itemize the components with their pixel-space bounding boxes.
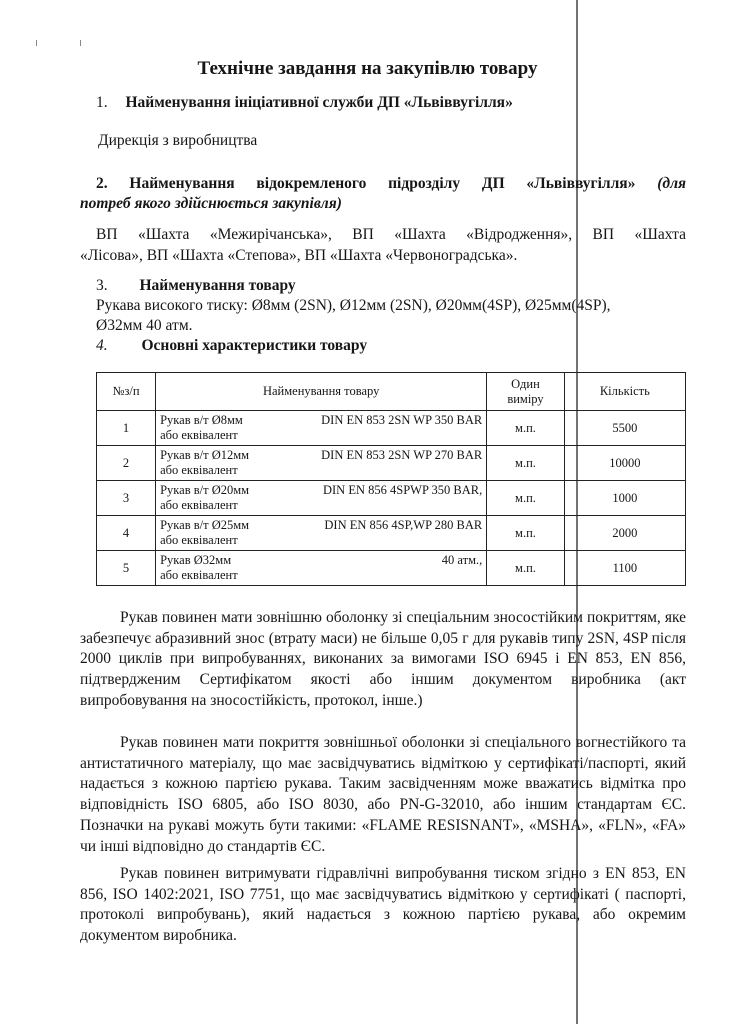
section-2-heading-line-1 (96, 175, 686, 193)
section-2-body-line-1: ВП «Шахта «Межирічанська», ВП «Шахта «Відродження», ВП «Шахта (96, 226, 686, 243)
row-product-equivalent: або еквівалент (160, 533, 238, 547)
row-product-standard: 40 атм., (441, 553, 483, 567)
row-number: 4 (97, 516, 156, 551)
row-quantity: 5500 (564, 411, 685, 446)
scan-mark (36, 40, 37, 46)
row-unit: м.п. (487, 551, 564, 586)
section-3-number: 3. (96, 277, 108, 294)
table-row (97, 446, 686, 481)
row-product-type: Рукав в/т Ø8мм (160, 413, 243, 427)
section-4-heading (96, 337, 367, 355)
row-product-equivalent: або еквівалент (160, 568, 238, 582)
row-unit: м.п. (487, 446, 564, 481)
row-product-name (156, 551, 487, 586)
table-header-row (97, 373, 686, 411)
section-2-title: 2. Найменування відокремленого підрозділу ДП «Львіввугілля» (96, 175, 636, 192)
row-product-name (156, 446, 487, 481)
section-4-number: 4. (96, 337, 108, 354)
section-1-title: Найменування ініціативної служби ДП «Львіввугілля» (125, 94, 513, 111)
row-product-type: Рукав Ø32мм (160, 553, 232, 567)
section-2-body-line-2: «Лісова», ВП «Шахта «Степова», ВП «Шахта «Червоноградська». (80, 247, 518, 264)
row-product-standard: DIN EN 856 4SP,WP 280 BAR (324, 518, 483, 532)
row-product-type: Рукав в/т Ø25мм (160, 518, 250, 532)
table-row (97, 411, 686, 446)
section-3-heading (96, 277, 296, 295)
header-unit-line-2: виміру (507, 391, 544, 406)
header-quantity: Кількість (564, 373, 685, 411)
section-3-body-line-1: Рукава високого тиску: Ø8мм (2SN), Ø12мм (2SN), Ø20мм(4SP), Ø25мм(4SP), (96, 297, 611, 314)
section-2-note-end: потреб якого здійснюється закупівля) (80, 195, 342, 212)
row-number: 5 (97, 551, 156, 586)
goods-table (96, 372, 686, 586)
row-unit: м.п. (487, 516, 564, 551)
row-quantity: 2000 (564, 516, 685, 551)
row-product-type: Рукав в/т Ø12мм (160, 448, 250, 462)
row-product-equivalent: або еквівалент (160, 428, 238, 442)
row-product-equivalent: або еквівалент (160, 463, 238, 477)
scan-mark (80, 40, 81, 46)
row-unit: м.п. (487, 411, 564, 446)
table-row (97, 481, 686, 516)
row-product-standard: DIN EN 853 2SN WP 350 BAR (321, 413, 483, 427)
header-number: №з/п (97, 373, 156, 411)
row-product-equivalent: або еквівалент (160, 498, 238, 512)
header-unit (487, 373, 564, 411)
row-number: 2 (97, 446, 156, 481)
section-4-title: Основні характеристики товару (141, 337, 368, 354)
paragraph-hydraulic-test: Рукав повинен витримувати гідравлічні випробування тиском згідно з EN 853, EN 856, ISO 1402:2021, ISO 7751, що має засвідчуватись відміткою у сертифікаті ( паспорті, протоколі випробувань), який надається з кожною партією рукава, або окремим документом виробника. (80, 865, 686, 945)
row-product-name (156, 516, 487, 551)
table-row (97, 516, 686, 551)
header-name: Найменування товару (156, 373, 487, 411)
row-product-name (156, 481, 487, 516)
row-unit: м.п. (487, 481, 564, 516)
row-product-name (156, 411, 487, 446)
row-number: 3 (97, 481, 156, 516)
section-3-title: Найменування товару (139, 277, 296, 294)
header-unit-line-1: Один (511, 376, 540, 391)
section-2-note-start: (для (657, 175, 687, 192)
section-3-body-line-2: Ø32мм 40 атм. (96, 317, 193, 334)
section-1-heading (96, 94, 513, 112)
paragraph-fire-resistance: Рукав повинен мати покриття зовнішньої оболонки зі спеціального вогнестійкого та антистатичного матеріалу, що має засвідчуватись відміткою у сертифікаті/паспорті, який надається з кожною партією рукава. Таким засвідченням може вважатись відмітка про відповідність ISO 6805, або ISO 8030, або PN-G-32010, або іншим стандартам ЄС. Позначки на рукаві можуть бути такими: «FLAME RESISNANT», «MSHA», «FLN», «FA» чи інші відповідно до стандартів ЄС. (80, 734, 686, 855)
row-quantity: 10000 (564, 446, 685, 481)
section-1-number: 1. (96, 94, 108, 111)
section-1-body: Дирекція з виробництва (98, 132, 258, 149)
row-product-standard: DIN EN 856 4SPWP 350 BAR, (322, 483, 483, 497)
table-row (97, 551, 686, 586)
row-quantity: 1000 (564, 481, 685, 516)
row-number: 1 (97, 411, 156, 446)
row-quantity: 1100 (564, 551, 685, 586)
row-product-type: Рукав в/т Ø20мм (160, 483, 250, 497)
paragraph-abrasion: Рукав повинен мати зовнішню оболонку зі спеціальним зносостійким покриттям, яке забезпечує абразивний знос (втрату маси) не більше 0,05 г для рукавів типу 2SN, 4SP після 2000 циклів при випробуваннях, виконаних за вимогами ISO 6945 і EN 853, EN 856, підтвердженим Сертифікатом якості або іншим документом виробника (акт випробовування на зносостійкість, протокол, інше.) (80, 609, 686, 709)
document-title: Технічне завдання на закупівлю товару (197, 58, 538, 79)
row-product-standard: DIN EN 853 2SN WP 270 BAR (321, 448, 483, 462)
